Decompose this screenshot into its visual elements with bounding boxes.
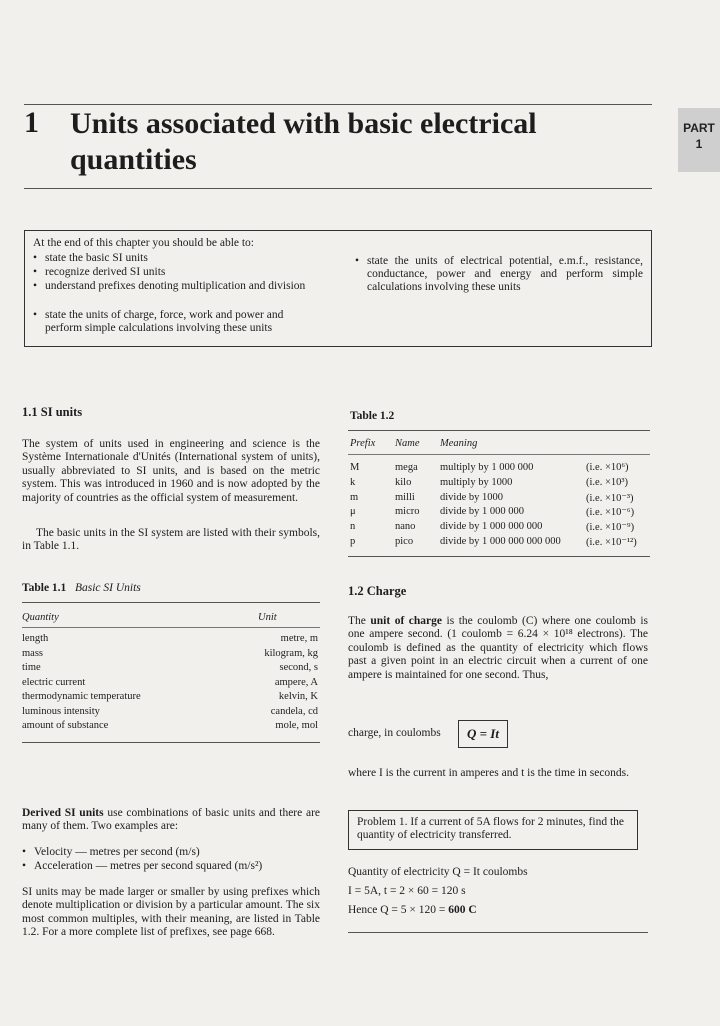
table-cell-name: milli [395,491,415,503]
formula-box [458,720,508,748]
objective-item: • understand prefixes denoting multiplication and division [33,280,306,292]
objective-item: • state the units of charge, force, work and power and perform simple calculations involving these units [33,309,284,334]
table-caption: Basic SI Units [74,582,141,594]
where-text: where I is the current in amperes and t is the time in seconds. [348,767,630,779]
objective-item: • state the units of electrical potential, e.m.f., resistance, conductance, power and energy and perform simple calculations involving these units [355,255,643,293]
charge-lead: The [348,615,371,627]
solution-answer: 600 C [448,904,477,916]
chapter-title-line2: quantities [70,143,197,176]
table-cell-quantity: thermodynamic temperature [22,691,141,702]
table-cell-name: pico [395,536,414,547]
table-cell-prefix: n [350,521,356,533]
table-cell-quantity: electric current [22,676,86,688]
table-rule [22,627,320,628]
table-cell-unit: kelvin, K [278,691,318,702]
table-cell-quantity: amount of substance [22,720,109,731]
objectives-box [24,230,652,347]
unit-of-charge-term: unit of charge [370,615,443,627]
solution-rule [348,932,648,933]
table-cell-prefix: p [350,536,356,547]
table-cell-power: (i.e. ×10³) [586,476,629,488]
charge-para-text: is the coulomb (C) where one coulomb is one ampere second. (1 coulomb = 6.24 × 10¹⁸ electrons). The coulomb is defined as the quantity of electricity which flows past a given point in an electric circuit when a current of one ampere is maintained for one second. Thus, [348,615,648,681]
objective-item: • recognize derived SI units [33,266,166,278]
table-header-quantity: Quantity [22,612,59,623]
table-cell-unit: ampere, A [274,676,318,688]
table-cell-name: micro [395,506,420,518]
table-1-2-label: Table 1.2 [350,410,395,422]
table-cell-name: kilo [395,476,412,488]
solution-line1: Quantity of electricity Q = It coulombs [348,866,528,878]
table-cell-prefix: μ [350,506,356,518]
table-cell-unit: metre, m [280,633,318,644]
part-number: 1 [695,137,703,151]
table-rule [348,454,650,455]
section-1-2-para [348,615,648,682]
table-cell-power: (i.e. ×10⁻³) [586,492,634,504]
section-heading-1-2: 1.2 Charge [348,584,407,598]
table-cell-name: nano [395,521,416,533]
section-1-1-para2: The basic units in the SI system are listed with their symbols, in Table 1.1. [22,527,320,553]
charge-formula: Q = It [467,726,499,741]
table-cell-power: (i.e. ×10⁶) [586,462,629,473]
table-header-name: Name [395,438,420,449]
table-header-prefix: Prefix [350,438,376,449]
table-cell-name: mega [395,462,418,473]
problem-box [348,810,638,850]
table-rule [348,556,650,557]
table-rule [348,430,650,431]
part-tab [678,108,720,172]
chapter-title-line1: Units associated with basic electrical [70,107,537,140]
table-cell-meaning: multiply by 1000 [440,476,513,488]
table-cell-power: (i.e. ×10⁻⁹) [586,522,635,534]
title-rule-bottom [24,188,652,189]
table-cell-power: (i.e. ×10⁻¹²) [586,537,637,548]
table-cell-quantity: time [22,662,41,673]
part-label: PART [683,121,715,135]
table-cell-power: (i.e. ×10⁻⁶) [586,507,635,519]
derived-item: • Velocity — metres per second (m/s) [22,846,200,858]
table-cell-prefix: M [350,462,360,473]
derived-item: • Acceleration — metres per second squared (m/s²) [22,860,263,872]
table-cell-unit: second, s [279,662,318,673]
table-cell-unit: kilogram, kg [264,647,318,659]
derived-para: SI units may be made larger or smaller by using prefixes which denote multiplication or division by a particular amount. The six most common multiples, with their meaning, are listed in Table 1.2. For a more complete list of prefixes, see page 668. [22,886,320,939]
derived-intro-text: use combinations of basic units and there are many of them. Two examples are: [22,807,321,833]
derived-bold-lead: Derived SI units [22,807,104,819]
table-1-1-caption [22,582,141,594]
table-cell-prefix: m [350,491,359,503]
table-header-unit: Unit [258,612,277,623]
table-cell-meaning: multiply by 1 000 000 [440,462,534,473]
table-cell-quantity: luminous intensity [22,705,100,717]
problem-1-text: Problem 1. If a current of 5A flows for 2 minutes, find the quantity of electricity transferred. [357,816,624,842]
formula-label: charge, in coulombs [348,727,441,739]
title-rule-top [24,104,652,105]
derived-intro [22,807,320,834]
solution-line2: I = 5A, t = 2 × 60 = 120 s [348,885,466,897]
chapter-number: 1 [24,106,39,139]
objective-item: • state the basic SI units [33,252,148,264]
table-cell-unit: candela, cd [270,705,318,717]
objectives-intro: At the end of this chapter you should be able to: [33,237,255,249]
section-1-1-para1: The system of units used in engineering and science is the Système Internationale d'Unités (International system of units), usually abbreviated to SI units, and is based on the metric system. This was introduced in 1960 and is now adopted by the majority of countries as the official system of measurement. [22,438,320,504]
table-header-meaning: Meaning [440,438,478,449]
table-cell-meaning: divide by 1 000 000 [440,506,524,518]
section-heading-1-1: 1.1 SI units [22,405,83,419]
solution-line3 [348,904,477,916]
table-rule [22,742,320,743]
table-cell-quantity: mass [22,647,43,659]
table-cell-meaning: divide by 1 000 000 000 [440,521,543,533]
table-cell-meaning: divide by 1 000 000 000 000 [440,536,561,547]
table-cell-prefix: k [350,476,356,488]
table-cell-meaning: divide by 1000 [440,491,503,503]
table-rule [22,602,320,603]
table-label: Table 1.1 [22,582,67,594]
table-cell-unit: mole, mol [275,720,318,731]
solution-line3-text: Hence Q = 5 × 120 = [348,904,449,916]
table-cell-quantity: length [22,633,49,644]
